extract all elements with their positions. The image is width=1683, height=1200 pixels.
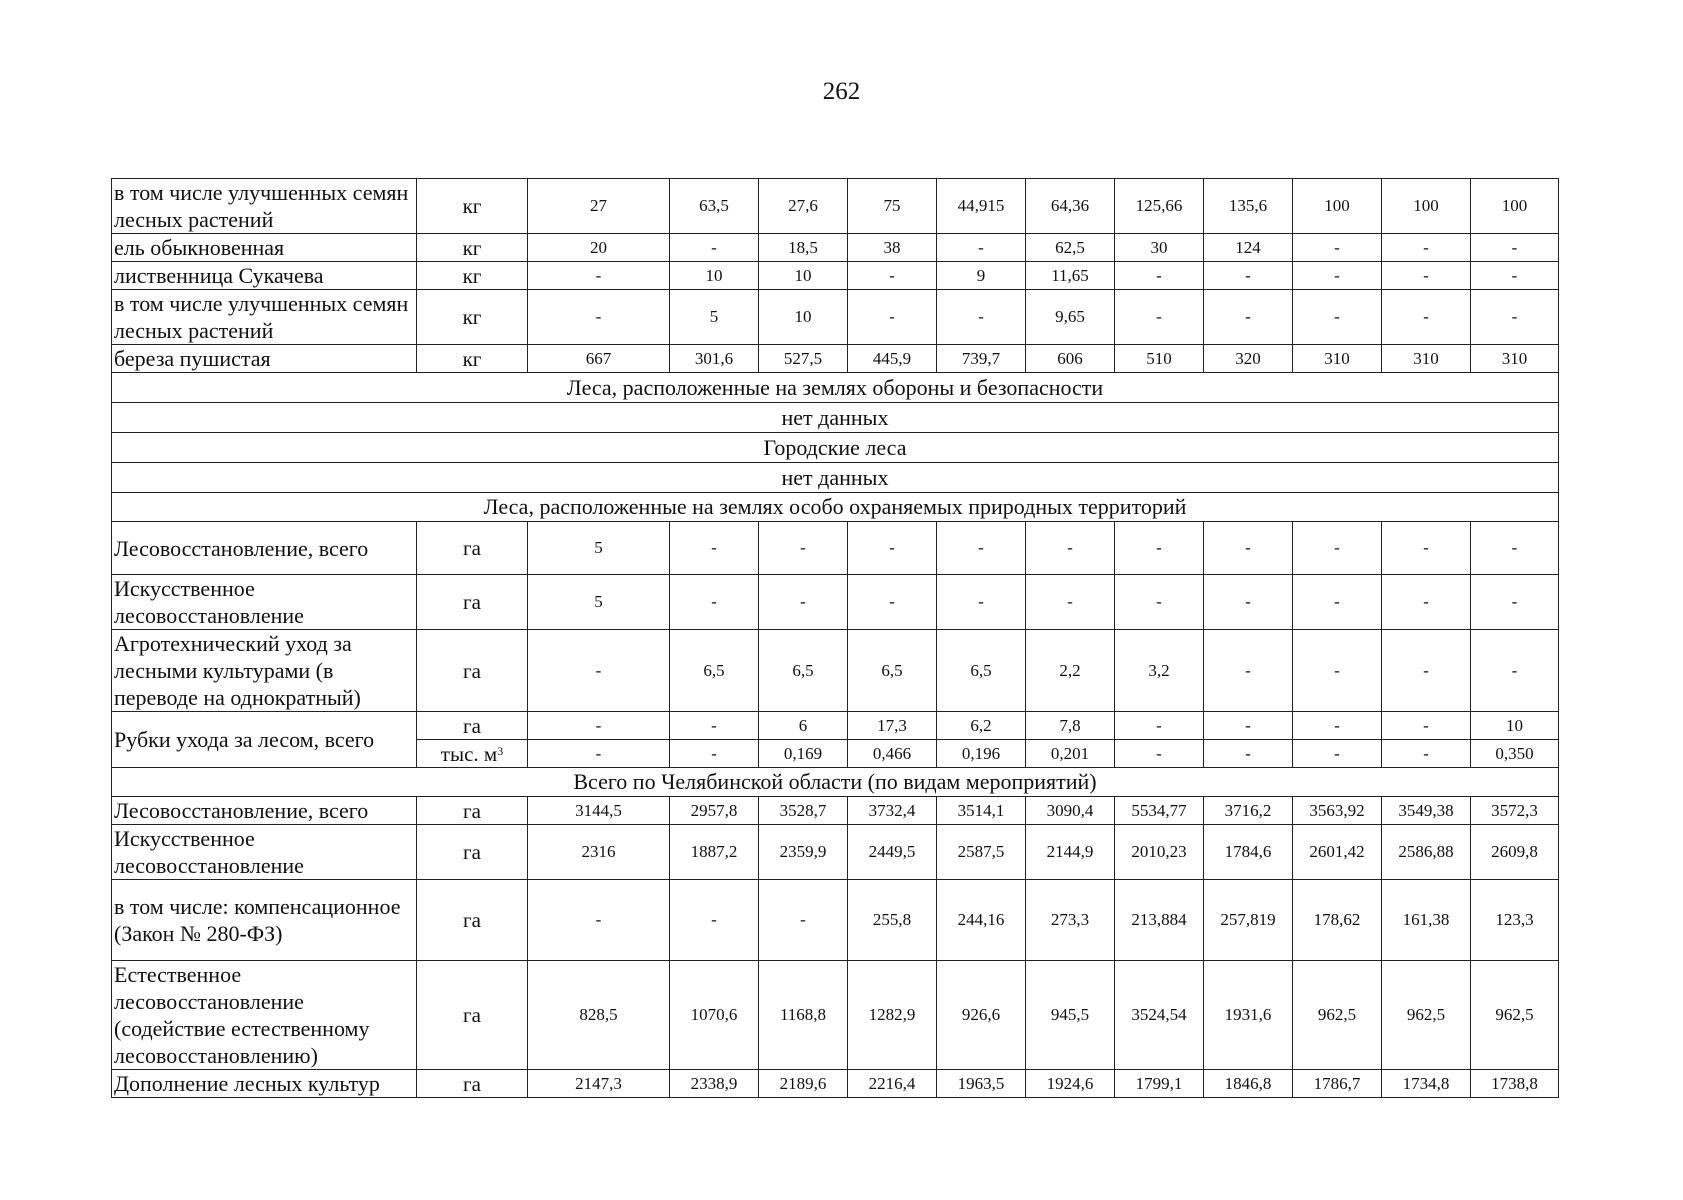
value-cell: 3514,1 xyxy=(937,797,1026,825)
value-cell: 6,2 xyxy=(937,712,1026,740)
table-row xyxy=(112,234,1559,262)
forest-data-table xyxy=(111,178,1559,1098)
value-cell: 2359,9 xyxy=(759,825,848,880)
value-cell: 2144,9 xyxy=(1026,825,1115,880)
value-cell: 828,5 xyxy=(528,961,670,1070)
value-cell: - xyxy=(1471,234,1559,262)
value-cell: 100 xyxy=(1471,179,1559,234)
row-label: Рубки ухода за лесом, всего xyxy=(112,712,417,768)
value-cell: 10 xyxy=(670,262,759,290)
value-cell: 27 xyxy=(528,179,670,234)
value-cell: 135,6 xyxy=(1204,179,1293,234)
unit-cell: тыс. $м^3$ xyxy=(417,740,528,768)
value-cell: 2338,9 xyxy=(670,1070,759,1098)
value-cell: 2,2 xyxy=(1026,630,1115,712)
page-number: 262 xyxy=(822,78,861,105)
value-cell: - xyxy=(1471,290,1559,345)
row-label: Искусственное лесовосстановление xyxy=(112,575,417,630)
value-cell: 2601,42 xyxy=(1293,825,1382,880)
value-cell: 1734,8 xyxy=(1382,1070,1471,1098)
table-row xyxy=(112,522,1559,575)
value-cell: 320 xyxy=(1204,345,1293,373)
value-cell: 3524,54 xyxy=(1115,961,1204,1070)
value-cell: - xyxy=(848,575,937,630)
value-cell: - xyxy=(1115,290,1204,345)
value-cell: 5 xyxy=(670,290,759,345)
value-cell: - xyxy=(1115,522,1204,575)
row-label: береза пушистая xyxy=(112,345,417,373)
value-cell: 124 xyxy=(1204,234,1293,262)
value-cell: - xyxy=(1293,262,1382,290)
section-heading: Леса, расположенные на землях обороны и безопасности xyxy=(112,373,1559,403)
section-row xyxy=(112,433,1559,463)
value-cell: - xyxy=(848,262,937,290)
table-row xyxy=(112,630,1559,712)
value-cell: - xyxy=(1382,262,1471,290)
value-cell: 161,38 xyxy=(1382,880,1471,961)
value-cell: 5534,77 xyxy=(1115,797,1204,825)
row-label: Лесовосстановление, всего xyxy=(112,522,417,575)
section-row xyxy=(112,768,1559,797)
value-cell: 10 xyxy=(759,290,848,345)
value-cell: 255,8 xyxy=(848,880,937,961)
value-cell: 9 xyxy=(937,262,1026,290)
table-row xyxy=(112,290,1559,345)
value-cell: - xyxy=(1293,630,1382,712)
value-cell: - xyxy=(1471,575,1559,630)
value-cell: 0,169 xyxy=(759,740,848,768)
value-cell: 44,915 xyxy=(937,179,1026,234)
value-cell: - xyxy=(1026,575,1115,630)
value-cell: - xyxy=(528,262,670,290)
value-cell: 3090,4 xyxy=(1026,797,1115,825)
unit-cell: га xyxy=(417,575,528,630)
value-cell: 606 xyxy=(1026,345,1115,373)
value-cell: 445,9 xyxy=(848,345,937,373)
value-cell: 310 xyxy=(1471,345,1559,373)
value-cell: 11,65 xyxy=(1026,262,1115,290)
value-cell: 310 xyxy=(1382,345,1471,373)
value-cell: 5 xyxy=(528,522,670,575)
value-cell: 0,196 xyxy=(937,740,1026,768)
value-cell: 30 xyxy=(1115,234,1204,262)
value-cell: 739,7 xyxy=(937,345,1026,373)
unit-cell: га xyxy=(417,1070,528,1098)
value-cell: 100 xyxy=(1382,179,1471,234)
value-cell: - xyxy=(1471,262,1559,290)
value-cell: 2449,5 xyxy=(848,825,937,880)
value-cell: - xyxy=(1293,522,1382,575)
value-cell: 123,3 xyxy=(1471,880,1559,961)
value-cell: - xyxy=(1204,290,1293,345)
value-cell: 2316 xyxy=(528,825,670,880)
value-cell: 3528,7 xyxy=(759,797,848,825)
value-cell: - xyxy=(1382,740,1471,768)
value-cell: - xyxy=(1471,630,1559,712)
value-cell: 27,6 xyxy=(759,179,848,234)
value-cell: 63,5 xyxy=(670,179,759,234)
unit-cell: кг xyxy=(417,262,528,290)
value-cell: 527,5 xyxy=(759,345,848,373)
value-cell: - xyxy=(1293,575,1382,630)
value-cell: - xyxy=(670,522,759,575)
section-heading: нет данных xyxy=(112,403,1559,433)
value-cell: - xyxy=(1115,575,1204,630)
table-row xyxy=(112,179,1559,234)
value-cell: 962,5 xyxy=(1471,961,1559,1070)
value-cell: - xyxy=(528,712,670,740)
section-row xyxy=(112,373,1559,403)
table-row xyxy=(112,880,1559,961)
unit-cell: га xyxy=(417,961,528,1070)
row-label: Искусственное лесовосстановление xyxy=(112,825,417,880)
value-cell: 100 xyxy=(1293,179,1382,234)
table-row xyxy=(112,825,1559,880)
unit-cell: га xyxy=(417,825,528,880)
value-cell: 301,6 xyxy=(670,345,759,373)
unit-cell: га xyxy=(417,797,528,825)
section-row xyxy=(112,463,1559,493)
value-cell: 3572,3 xyxy=(1471,797,1559,825)
value-cell: - xyxy=(937,290,1026,345)
value-cell: 3732,4 xyxy=(848,797,937,825)
value-cell: - xyxy=(848,290,937,345)
value-cell: 3549,38 xyxy=(1382,797,1471,825)
value-cell: - xyxy=(1204,630,1293,712)
value-cell: - xyxy=(528,880,670,961)
unit-cell: га xyxy=(417,880,528,961)
value-cell: 18,5 xyxy=(759,234,848,262)
row-label: ель обыкновенная xyxy=(112,234,417,262)
value-cell: 20 xyxy=(528,234,670,262)
unit-cell: кг xyxy=(417,290,528,345)
value-cell: - xyxy=(1293,290,1382,345)
value-cell: 6,5 xyxy=(937,630,1026,712)
unit-cell: кг xyxy=(417,179,528,234)
value-cell: - xyxy=(937,575,1026,630)
value-cell: - xyxy=(1115,712,1204,740)
value-cell: 3144,5 xyxy=(528,797,670,825)
value-cell: 75 xyxy=(848,179,937,234)
value-cell: 178,62 xyxy=(1293,880,1382,961)
value-cell: 125,66 xyxy=(1115,179,1204,234)
value-cell: - xyxy=(1382,522,1471,575)
value-cell: 38 xyxy=(848,234,937,262)
value-cell: 2609,8 xyxy=(1471,825,1559,880)
value-cell: - xyxy=(759,575,848,630)
value-cell: 213,884 xyxy=(1115,880,1204,961)
value-cell: - xyxy=(1382,575,1471,630)
row-label: Лесовосстановление, всего xyxy=(112,797,417,825)
value-cell: - xyxy=(848,522,937,575)
unit-cell: кг xyxy=(417,234,528,262)
value-cell: 1168,8 xyxy=(759,961,848,1070)
value-cell: 2010,23 xyxy=(1115,825,1204,880)
section-heading: Городские леса xyxy=(112,433,1559,463)
value-cell: 1786,7 xyxy=(1293,1070,1382,1098)
table-row xyxy=(112,797,1559,825)
value-cell: 2189,6 xyxy=(759,1070,848,1098)
value-cell: - xyxy=(1293,712,1382,740)
value-cell: 310 xyxy=(1293,345,1382,373)
value-cell: - xyxy=(759,880,848,961)
value-cell: - xyxy=(528,630,670,712)
value-cell: 2586,88 xyxy=(1382,825,1471,880)
value-cell: 1931,6 xyxy=(1204,961,1293,1070)
value-cell: - xyxy=(670,575,759,630)
value-cell: - xyxy=(528,740,670,768)
unit-cell: кг xyxy=(417,345,528,373)
value-cell: 10 xyxy=(759,262,848,290)
value-cell: 962,5 xyxy=(1382,961,1471,1070)
value-cell: 6,5 xyxy=(848,630,937,712)
row-label: в том числе: компенсационное (Закон № 280-ФЗ) xyxy=(112,880,417,961)
value-cell: 1963,5 xyxy=(937,1070,1026,1098)
value-cell: 17,3 xyxy=(848,712,937,740)
value-cell: - xyxy=(670,880,759,961)
value-cell: - xyxy=(1204,712,1293,740)
section-row xyxy=(112,403,1559,433)
value-cell: 510 xyxy=(1115,345,1204,373)
value-cell: - xyxy=(1382,290,1471,345)
value-cell: - xyxy=(1026,522,1115,575)
value-cell: 244,16 xyxy=(937,880,1026,961)
value-cell: - xyxy=(670,234,759,262)
value-cell: - xyxy=(1204,740,1293,768)
value-cell: 1887,2 xyxy=(670,825,759,880)
table-row xyxy=(112,345,1559,373)
row-label: лиственница Сукачева xyxy=(112,262,417,290)
table-row xyxy=(112,575,1559,630)
value-cell: - xyxy=(1204,575,1293,630)
value-cell: 9,65 xyxy=(1026,290,1115,345)
row-label: Агротехнический уход за лесными культурами (в переводе на однократный) xyxy=(112,630,417,712)
unit-cell: га xyxy=(417,630,528,712)
value-cell: - xyxy=(1204,522,1293,575)
value-cell: 1799,1 xyxy=(1115,1070,1204,1098)
value-cell: 0,350 xyxy=(1471,740,1559,768)
section-row xyxy=(112,493,1559,522)
value-cell: 1784,6 xyxy=(1204,825,1293,880)
section-heading: Леса, расположенные на землях особо охраняемых природных территорий xyxy=(112,493,1559,522)
table-row xyxy=(112,1070,1559,1098)
value-cell: 3563,92 xyxy=(1293,797,1382,825)
section-heading: нет данных xyxy=(112,463,1559,493)
value-cell: - xyxy=(937,234,1026,262)
unit-superscript: 3 xyxy=(497,743,504,758)
value-cell: - xyxy=(1382,712,1471,740)
value-cell: 3716,2 xyxy=(1204,797,1293,825)
unit-cell: га xyxy=(417,712,528,740)
value-cell: 2147,3 xyxy=(528,1070,670,1098)
value-cell: - xyxy=(670,740,759,768)
value-cell: 62,5 xyxy=(1026,234,1115,262)
value-cell: 962,5 xyxy=(1293,961,1382,1070)
value-cell: - xyxy=(1382,234,1471,262)
row-label: в том числе улучшенных семян лесных растений xyxy=(112,290,417,345)
value-cell: 64,36 xyxy=(1026,179,1115,234)
value-cell: 6,5 xyxy=(759,630,848,712)
value-cell: 7,8 xyxy=(1026,712,1115,740)
value-cell: - xyxy=(1115,262,1204,290)
table-row xyxy=(112,712,1559,740)
value-cell: 2957,8 xyxy=(670,797,759,825)
value-cell: - xyxy=(670,712,759,740)
value-cell: - xyxy=(528,290,670,345)
value-cell: - xyxy=(1293,740,1382,768)
value-cell: 6 xyxy=(759,712,848,740)
value-cell: 1070,6 xyxy=(670,961,759,1070)
value-cell: 667 xyxy=(528,345,670,373)
value-cell: 1924,6 xyxy=(1026,1070,1115,1098)
unit-cell: га xyxy=(417,522,528,575)
value-cell: 926,6 xyxy=(937,961,1026,1070)
value-cell: - xyxy=(1471,522,1559,575)
section-heading: Всего по Челябинской области (по видам мероприятий) xyxy=(112,768,1559,797)
value-cell: 10 xyxy=(1471,712,1559,740)
value-cell: 2216,4 xyxy=(848,1070,937,1098)
row-label: в том числе улучшенных семян лесных растений xyxy=(112,179,417,234)
value-cell: - xyxy=(1204,262,1293,290)
value-cell: - xyxy=(1382,630,1471,712)
row-label: Естественное лесовосстановление (содействие естественному лесовосстановлению) xyxy=(112,961,417,1070)
row-label: Дополнение лесных культур xyxy=(112,1070,417,1098)
value-cell: 945,5 xyxy=(1026,961,1115,1070)
value-cell: 2587,5 xyxy=(937,825,1026,880)
value-cell: 1738,8 xyxy=(1471,1070,1559,1098)
value-cell: - xyxy=(1293,234,1382,262)
value-cell: 1282,9 xyxy=(848,961,937,1070)
value-cell: 0,201 xyxy=(1026,740,1115,768)
value-cell: - xyxy=(937,522,1026,575)
value-cell: - xyxy=(1115,740,1204,768)
value-cell: 273,3 xyxy=(1026,880,1115,961)
table-row xyxy=(112,961,1559,1070)
value-cell: 6,5 xyxy=(670,630,759,712)
value-cell: 0,466 xyxy=(848,740,937,768)
value-cell: 1846,8 xyxy=(1204,1070,1293,1098)
value-cell: 3,2 xyxy=(1115,630,1204,712)
table-row xyxy=(112,262,1559,290)
value-cell: - xyxy=(759,522,848,575)
value-cell: 5 xyxy=(528,575,670,630)
value-cell: 257,819 xyxy=(1204,880,1293,961)
